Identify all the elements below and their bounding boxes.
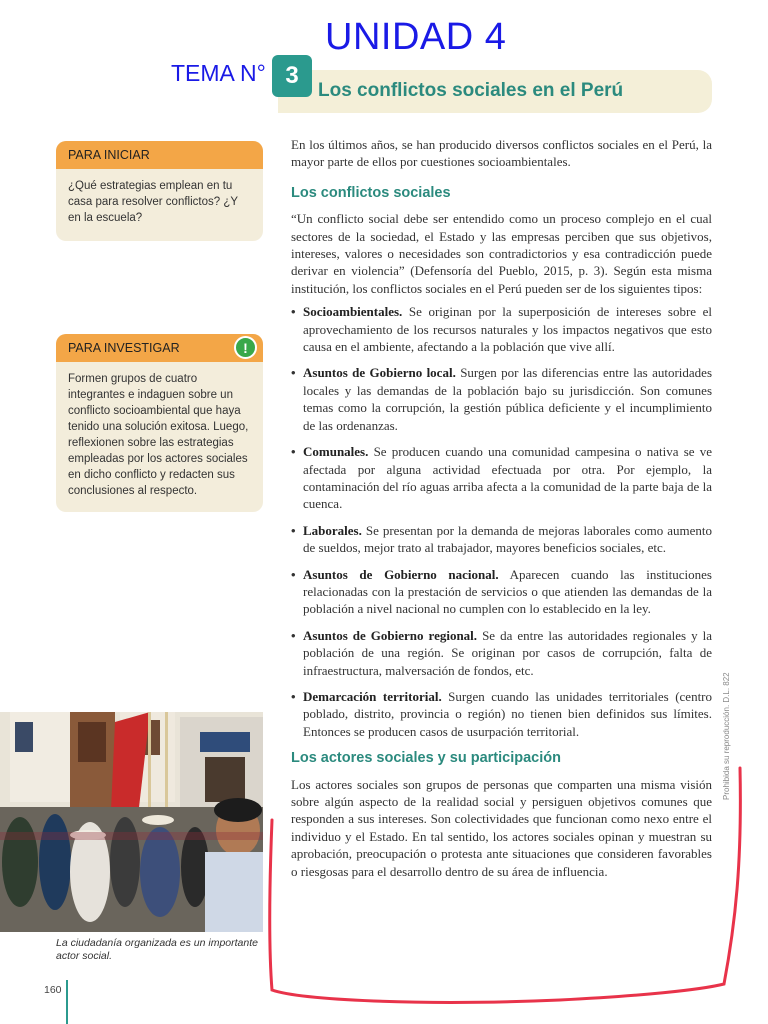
- tema-label: TEMA N°: [171, 60, 266, 86]
- conflict-type-description: Se da entre las autoridades regionales y la población de una región. Se originan por casos de corrupción, falta de infraestructura, malversación de fondos, etc.: [303, 627, 713, 678]
- conflict-type-description: Se originan por la superposición de intereses sobre el aprovechamiento de los recursos naturales y los impactos negativos que esto causa en el ambiente, afectando a la población que vive allí.: [303, 304, 712, 355]
- photo-illustration: [0, 712, 263, 932]
- conflict-type-term: Asuntos de Gobierno local.: [303, 365, 456, 381]
- conflict-types-list: [291, 303, 712, 740]
- para-iniciar-text: ¿Qué estrategias emplean en tu casa para resolver conflictos? ¿Y en la escuela?: [68, 180, 238, 224]
- conflict-type-description: Se presentan por la demanda de mejoras laborales como aumento de sueldos, mejor trato al trabajador, mayores beneficios sociales, etc.: [303, 522, 712, 556]
- conflict-type-item: [291, 688, 712, 740]
- para-investigar-title: PARA INVESTIGAR: [68, 341, 180, 355]
- page-number: 160: [44, 984, 62, 996]
- section-conflicts-text: “Un conflicto social debe ser entendido como un proceso complejo en el cual sectores de la sociedad, el Estado y las empresas perciben que sus objetivos, intereses, valores o necesidades son contradictorios y esa contradicción puede derivar en violencia” (Defensoría del Pueblo, 2015, p. 3). Según esta misma institución, los conflictos sociales en el Perú pueden ser de los siguientes tipos:: [291, 211, 712, 296]
- para-investigar-text: Formen grupos de cuatro integrantes e indaguen sobre un conflicto socioambiental que haya tenido una solución exitosa. Luego, reflexionen sobre las estrategias empleadas por los actores sociales en dicho conflicto y redacten sus conclusiones al respecto.: [68, 373, 249, 497]
- conflict-type-term: Socioambientales.: [303, 304, 403, 320]
- conflict-type-term: Asuntos de Gobierno nacional.: [303, 566, 499, 582]
- conflict-type-description: Se producen cuando una comunidad campesina o nativa se ve afectada por alguna actividad efectuada por otra. Por ejemplo, la contaminación del río aguas arriba afecta a la comunidad de la parte baja de la cuenca.: [303, 444, 713, 512]
- conflict-type-item: [291, 522, 712, 557]
- section-actors-text: Los actores sociales son grupos de personas que comparten una misma visión sobre algún aspecto de la realidad social y persiguen objetivos comunes que responden a sus intereses. Son colectividades que funcionan como nexo entre el individuo y el Estado. En tal sentido, los actores sociales opinan y muestran su aprobación, preocupación o protesta ante situaciones que consideren favorables o riesgosas para el desarrollo dentro de su área de influencia.: [291, 776, 712, 879]
- conflict-type-description: Surgen por las diferencias entre las autoridades locales y las demandas de la población bajo su jurisdicción. Son comunes temas como la corrupción, la gestión pública deficiente y el incumplimiento de las ordenanzas.: [303, 365, 713, 433]
- intro-paragraph: En los últimos años, se han producido diversos conflictos sociales en el Perú, la mayor parte de ellos por cuestiones socioambientales.: [291, 137, 712, 170]
- tema-number-badge: 3: [272, 55, 312, 97]
- conflict-type-item: [291, 627, 712, 679]
- conflict-type-description: Surgen cuando las unidades territoriales (centro poblado, distrito, provincia o región) no tienen bien definidos sus límites. Entonces se producen casos de usurpación territorial.: [303, 688, 713, 739]
- section-title-actors: Los actores sociales y su participación: [291, 750, 561, 767]
- para-investigar-box: [56, 334, 263, 512]
- conflict-type-term: Asuntos de Gobierno regional.: [303, 627, 478, 643]
- exclamation-icon: !: [234, 336, 257, 359]
- conflict-type-term: Demarcación territorial.: [303, 688, 442, 704]
- para-iniciar-box: [56, 141, 263, 241]
- conflict-type-item: [291, 443, 712, 513]
- conflict-type-item: [291, 566, 712, 618]
- page-number-rule: [66, 980, 68, 1024]
- para-investigar-header: [56, 334, 263, 362]
- para-iniciar-header: PARA INICIAR: [56, 141, 263, 169]
- conflict-type-item: [291, 364, 712, 434]
- street-protest-photo: [0, 712, 263, 932]
- margin-credit: Prohibida su reproducción. D.L. 822: [722, 672, 731, 800]
- conflict-type-term: Comunales.: [303, 444, 369, 460]
- conflict-type-term: Laborales.: [303, 522, 362, 538]
- conflict-type-item: [291, 303, 712, 355]
- photo-caption: La ciudadanía organizada es un importante actor social.: [56, 937, 258, 962]
- main-column: [291, 136, 712, 880]
- tema-title: Los conflictos sociales en el Perú: [318, 80, 624, 101]
- section-title-conflicts: Los conflictos sociales: [291, 184, 451, 201]
- unit-title: UNIDAD 4: [325, 16, 507, 58]
- conflict-type-description: Aparecen cuando las instituciones relacionadas con la prestación de servicios o que atienden las demandas de la población a nivel nacional no cumplen con lo establecido en la ley.: [303, 566, 712, 617]
